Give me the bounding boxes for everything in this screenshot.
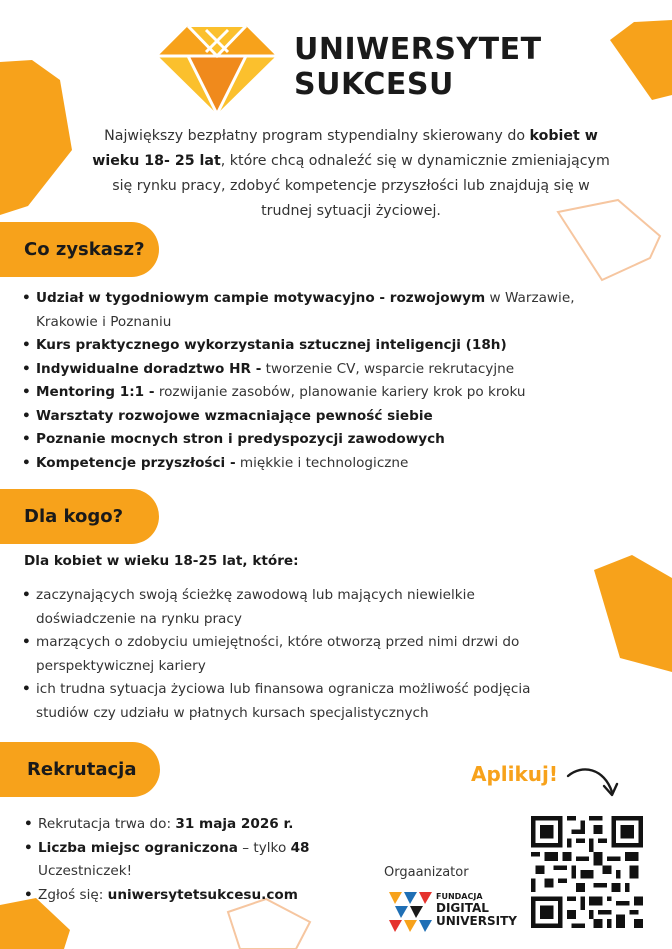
list-item-bold: Kurs praktycznego wykorzystania sztucznej inteligencji (18h)	[36, 337, 507, 353]
logo-title-line1: UNIWERSYTET	[294, 32, 542, 67]
benefits-title: Co zyskasz?	[24, 239, 145, 260]
list-item	[24, 884, 404, 908]
audience-lead: Dla kobiet w wieku 18-25 lat, które:	[24, 553, 299, 569]
apply-heading: Aplikuj!	[471, 762, 559, 786]
logo-title	[294, 32, 542, 102]
recruitment-list	[24, 813, 404, 907]
university-logo-icon	[158, 26, 276, 114]
intro-text-2: , które chcą odnaleźć się w dynamicznie zmieniającym się rynku pracy, zdobyć kompetencje przyszłości lub znajdują się w trudnej sytuacji życiowej.	[112, 153, 610, 219]
recruitment-title: Rekrutacja	[27, 759, 137, 780]
intro-text-1: Największy bezpłatny program stypendialny skierowany do	[104, 128, 530, 144]
intro-highlight: kobiet w wieku 18- 25 lat	[92, 128, 598, 169]
list-item-bold: Warsztaty rozwojowe wzmacniające pewność siebie	[36, 407, 433, 424]
list-item	[22, 381, 622, 405]
recruitment-deadline: 31 maja 2026 r.	[175, 816, 294, 832]
curved-arrow-icon	[564, 762, 620, 806]
list-item-text: miękkie i technologiczne	[235, 454, 409, 471]
deco-shape-right-mid	[594, 555, 672, 672]
list-item-text: w Warzawie, Krakowie i Poznaniu	[36, 290, 575, 330]
intro-paragraph	[88, 124, 614, 224]
list-item	[24, 813, 404, 837]
list-item	[22, 428, 622, 452]
list-item: • ich trudna sytuacja życiowa lub finansowa ogranicza możliwość podjęcia studiów czy udziału w płatnych kursach specjalistycznych	[22, 678, 542, 725]
list-item	[22, 405, 622, 429]
deco-shape-left-top	[0, 60, 72, 215]
limited-places-text: – tylko	[237, 839, 291, 856]
foundation-name-line1: DIGITAL	[436, 901, 489, 915]
qr-code-icon[interactable]	[531, 816, 643, 928]
list-item	[22, 452, 622, 476]
foundation-label: FUNDACJA	[436, 892, 483, 901]
deco-shape-right-top	[610, 20, 672, 100]
list-item-bold: Udział w tygodniowym campie motywacyjno - rozwojowym	[36, 290, 486, 306]
limited-places-tail: Uczestniczek!	[38, 863, 133, 879]
organizer-label: Orgaanizator	[384, 865, 469, 880]
places-count: 48	[290, 839, 310, 856]
list-item: • marzących o zdobyciu umiejętności, które otworzą przed nimi drzwi do perspektywicznej kariery	[22, 631, 542, 678]
list-item	[22, 334, 622, 358]
audience-title: Dla kogo?	[24, 506, 124, 527]
list-item	[24, 837, 404, 884]
list-item-bold: Kompetencje przyszłości -	[36, 454, 236, 471]
foundation-logo-text	[436, 892, 517, 928]
limited-places: Liczba miejsc ograniczona	[38, 839, 238, 856]
recruitment-deadline-label: Rekrutacja trwa do:	[38, 816, 176, 832]
list-item	[22, 358, 622, 382]
list-item-text: tworzenie CV, wsparcie rekrutacyjne	[261, 360, 515, 377]
list-item-bold: Indywidualne doradztwo HR -	[36, 360, 262, 377]
section-heading-recruitment	[0, 742, 160, 797]
section-heading-audience	[0, 489, 159, 544]
list-item: • zaczynających swoją ścieżkę zawodową lub mających niewielkie doświadczenie na rynku pracy	[22, 584, 542, 631]
list-item-bold: Mentoring 1:1 -	[36, 384, 155, 400]
foundation-logo-icon	[389, 892, 433, 932]
foundation-name-line2: UNIVERSITY	[436, 914, 517, 928]
website-link[interactable]: uniwersytetsukcesu.com	[107, 886, 298, 903]
audience-list	[22, 584, 542, 725]
list-item-bold: Poznanie mocnych stron i predyspozycji zawodowych	[36, 431, 445, 447]
list-item-text: rozwijanie zasobów, planowanie kariery krok po kroku	[154, 384, 526, 400]
benefits-list	[22, 287, 622, 475]
list-item	[22, 287, 622, 334]
section-heading-benefits	[0, 222, 159, 277]
logo-title-line2: SUKCESU	[294, 67, 454, 102]
apply-label: Zgłoś się:	[38, 886, 108, 903]
